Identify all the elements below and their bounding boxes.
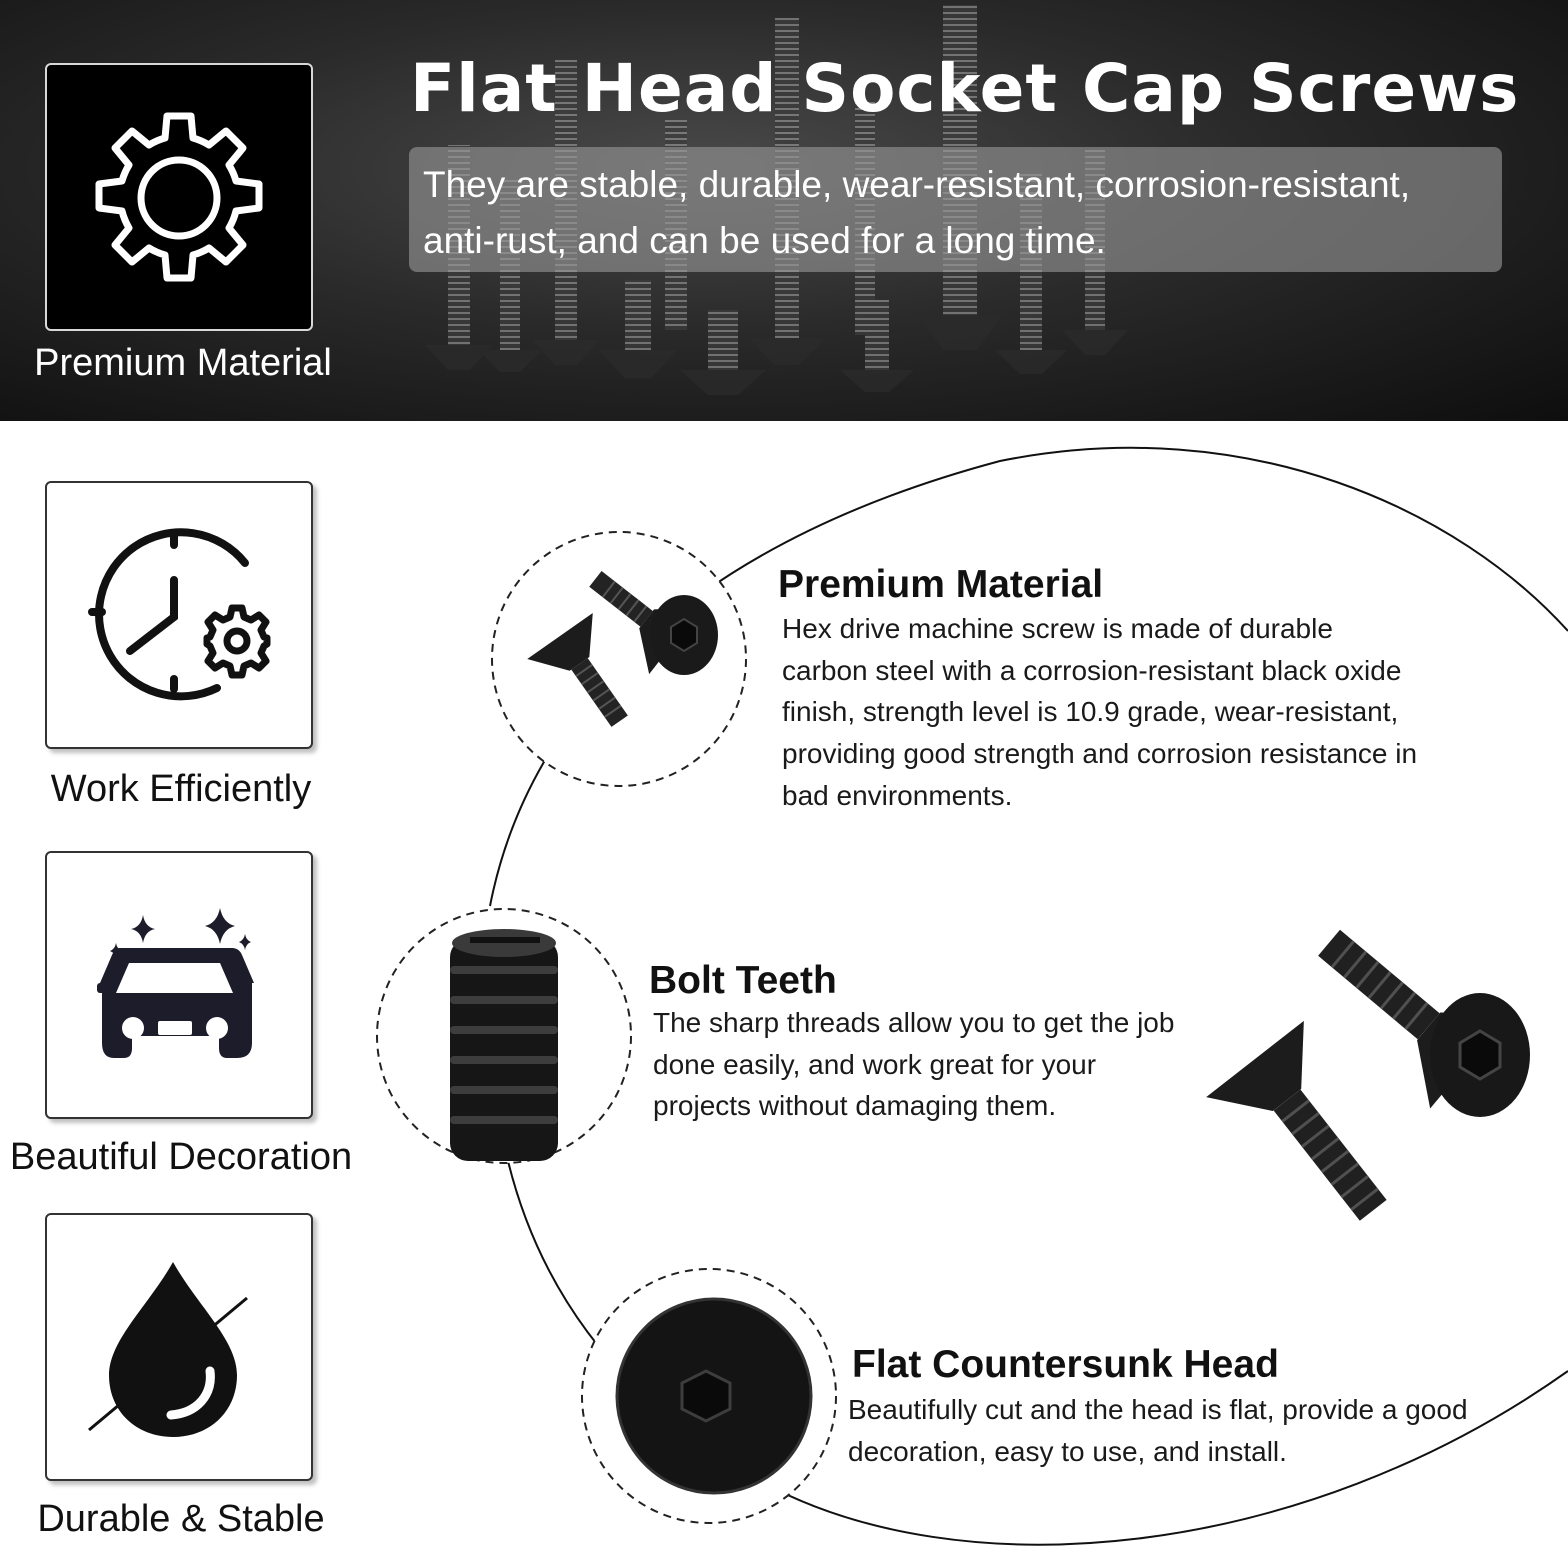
durable-stable-badge	[45, 1213, 313, 1481]
screw-head-top-image	[617, 1299, 811, 1493]
work-efficiently-badge	[45, 481, 313, 749]
feature-title-premium-material: Premium Material	[778, 563, 1104, 606]
subtitle-text: They are stable, durable, wear-resistant, corrosion-resistant, anti-rust, and can be used for a long time.	[423, 164, 1411, 261]
feature-body-flat-countersunk-head: Beautifully cut and the head is flat, provide a good decoration, easy to use, and install.	[848, 1394, 1468, 1467]
feature-title-flat-countersunk-head: Flat Countersunk Head	[852, 1343, 1279, 1386]
page-title: Flat Head Socket Cap Screws	[410, 50, 1520, 127]
premium-material-badge	[45, 63, 313, 331]
durable-stable-label: Durable & Stable	[37, 1498, 325, 1540]
feature-body-premium-material: Hex drive machine screw is made of durable carbon steel with a corrosion-resistant black oxide finish, strength level is 10.9 grade, wear-resistant, providing good strength and corrosion resistance in bad environments.	[782, 613, 1418, 811]
beautiful-decoration-label: Beautiful Decoration	[9, 1136, 353, 1178]
subtitle-box	[409, 147, 1502, 272]
gear-icon	[47, 65, 315, 333]
set-screw-image	[450, 929, 558, 1161]
premium-material-badge-label: Premium Material	[34, 342, 332, 384]
clock-gear-icon	[47, 483, 315, 751]
screws-pair-large-image	[1206, 895, 1530, 1248]
sparkling-car-icon	[47, 853, 315, 1121]
beautiful-decoration-badge	[45, 851, 313, 1119]
water-drop-icon	[47, 1215, 315, 1483]
hero-banner	[0, 0, 1568, 421]
work-efficiently-label: Work Efficiently	[50, 768, 312, 810]
feature-title-bolt-teeth: Bolt Teeth	[649, 959, 837, 1002]
feature-body-bolt-teeth: The sharp threads allow you to get the job done easily, and work great for your projects without damaging them.	[653, 1007, 1175, 1122]
